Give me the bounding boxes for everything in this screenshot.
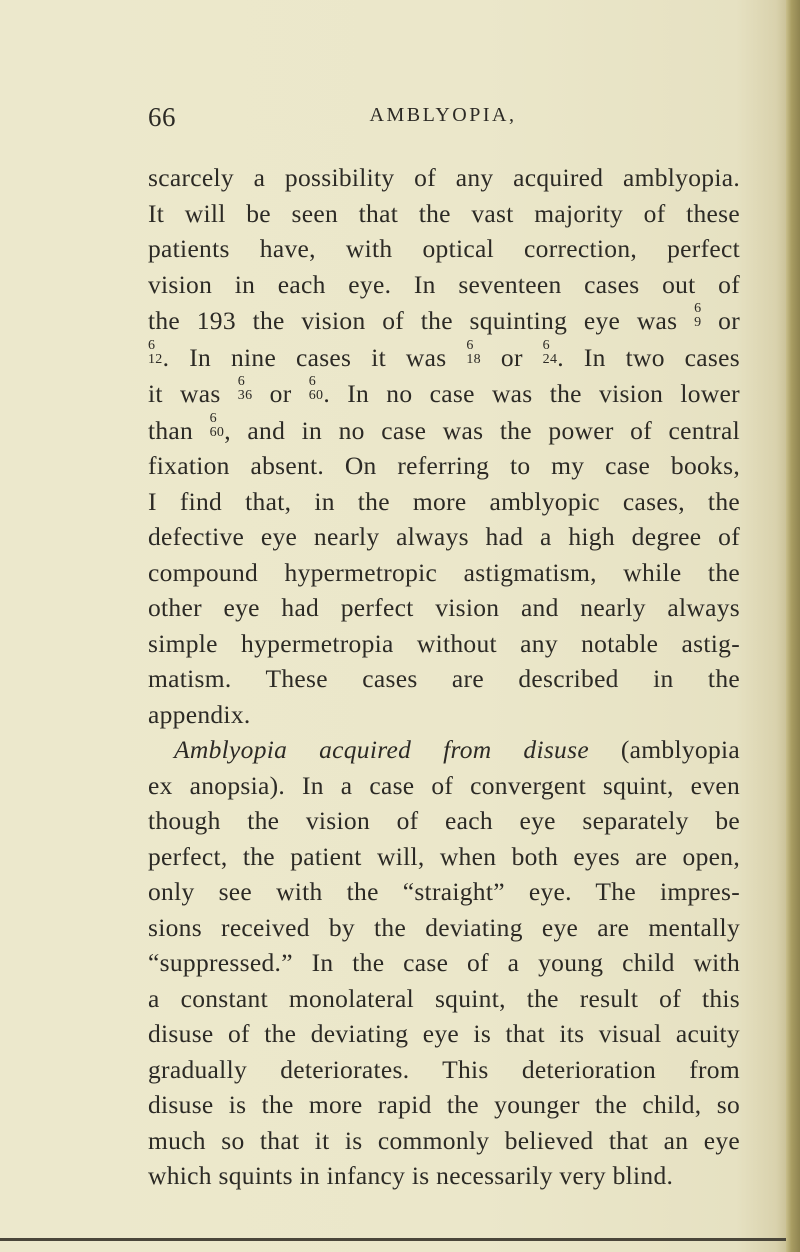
bottom-rule <box>0 1238 786 1241</box>
text-line: It will be seen that the vast majority of these <box>148 198 740 228</box>
text-line: fixation absent. On referring to my case books, <box>148 451 740 480</box>
fraction-denominator: 9 <box>694 315 702 330</box>
fraction-denominator: 60 <box>308 388 324 403</box>
text-line: a constant monolateral squint, the result of this <box>148 983 740 1013</box>
fraction-numerator: 6 <box>209 410 217 426</box>
text-line: disuse is the more rapid the younger the child, so <box>148 1090 740 1119</box>
fraction-denominator: 60 <box>209 424 225 440</box>
text-line: vision in each eye. In seventeen cases out of <box>148 269 740 299</box>
running-head: AMBLYOPIA, <box>369 104 517 126</box>
text-line: ex anopsia). In a case of convergent squint, even <box>148 770 740 800</box>
fraction <box>543 339 558 367</box>
text-line: other eye had perfect vision and nearly always <box>148 593 740 622</box>
text-segment: or <box>269 379 292 408</box>
fraction-numerator: 6 <box>237 374 246 389</box>
text-line: disuse of the deviating eye is that its visual acuity <box>148 1019 740 1048</box>
fraction-denominator: 24 <box>542 351 558 367</box>
fraction <box>309 375 324 403</box>
text-line: patients have, with optical correction, perfect <box>148 234 740 263</box>
section-heading: Amblyopia acquired from disuse <box>174 735 589 764</box>
text-line: which squints in infancy is necessarily very blind. <box>148 1161 674 1190</box>
fraction-numerator: 6 <box>542 337 550 353</box>
body-text <box>148 160 740 1194</box>
text-line: only see with the “straight” eye. The impres- <box>148 877 740 906</box>
text-segment: or <box>500 342 523 372</box>
text-line: though the vision of each eye separately be <box>148 806 740 835</box>
text-line: compound hypermetropic astigmatism, while the <box>148 557 740 587</box>
fraction-denominator: 12 <box>148 351 163 367</box>
page-header <box>148 102 738 136</box>
fraction <box>148 339 163 367</box>
text-line <box>148 302 740 339</box>
text-line: gradually deteriorates. This deterioration from <box>148 1054 740 1084</box>
page-edge <box>786 0 800 1252</box>
fraction <box>210 412 225 440</box>
text-line <box>148 339 740 376</box>
text-line: scarcely a possibility of any acquired amblyopia. <box>148 163 740 192</box>
text-segment: the 193 the vision of the squinting eye was <box>148 306 678 335</box>
text-line: perfect, the patient will, when both eyes are open, <box>148 841 740 871</box>
fraction-numerator: 6 <box>466 337 474 353</box>
fraction-numerator: 6 <box>308 374 317 389</box>
text-line <box>148 375 740 412</box>
fraction-denominator: 18 <box>466 351 481 367</box>
text-segment: or <box>718 306 740 335</box>
fraction-numerator: 6 <box>148 337 156 353</box>
text-line: simple hypermetropia without any notable astig- <box>148 628 740 658</box>
fraction <box>694 302 701 330</box>
fraction <box>466 339 481 367</box>
text-segment: , and in no case was the power of central <box>224 415 740 445</box>
text-line: matism. These cases are described in the <box>148 664 740 693</box>
text-line: defective eye nearly always had a high degree of <box>148 522 740 551</box>
text-line: I find that, in the more amblyopic cases, the <box>148 486 740 516</box>
text-line <box>148 412 740 449</box>
text-line: appendix. <box>148 699 251 729</box>
fraction-numerator: 6 <box>694 301 702 316</box>
fraction <box>238 375 253 403</box>
text-segment: . In no case was the vision lower <box>323 379 740 408</box>
text-line: “suppressed.” In the case of a young child with <box>148 948 740 977</box>
text-segment: . In two cases <box>557 342 740 372</box>
fraction-denominator: 36 <box>237 388 253 403</box>
text-segment: it was <box>148 379 221 408</box>
text-line: sions received by the deviating eye are mentally <box>148 912 740 942</box>
page-number: 66 <box>148 102 176 132</box>
text-segment: (amblyopia <box>620 735 740 764</box>
section-heading-line <box>148 732 740 768</box>
text-line: much so that it is commonly believed that an eye <box>148 1125 740 1155</box>
text-segment: than <box>148 415 194 445</box>
text-segment: . In nine cases it was <box>162 342 447 372</box>
